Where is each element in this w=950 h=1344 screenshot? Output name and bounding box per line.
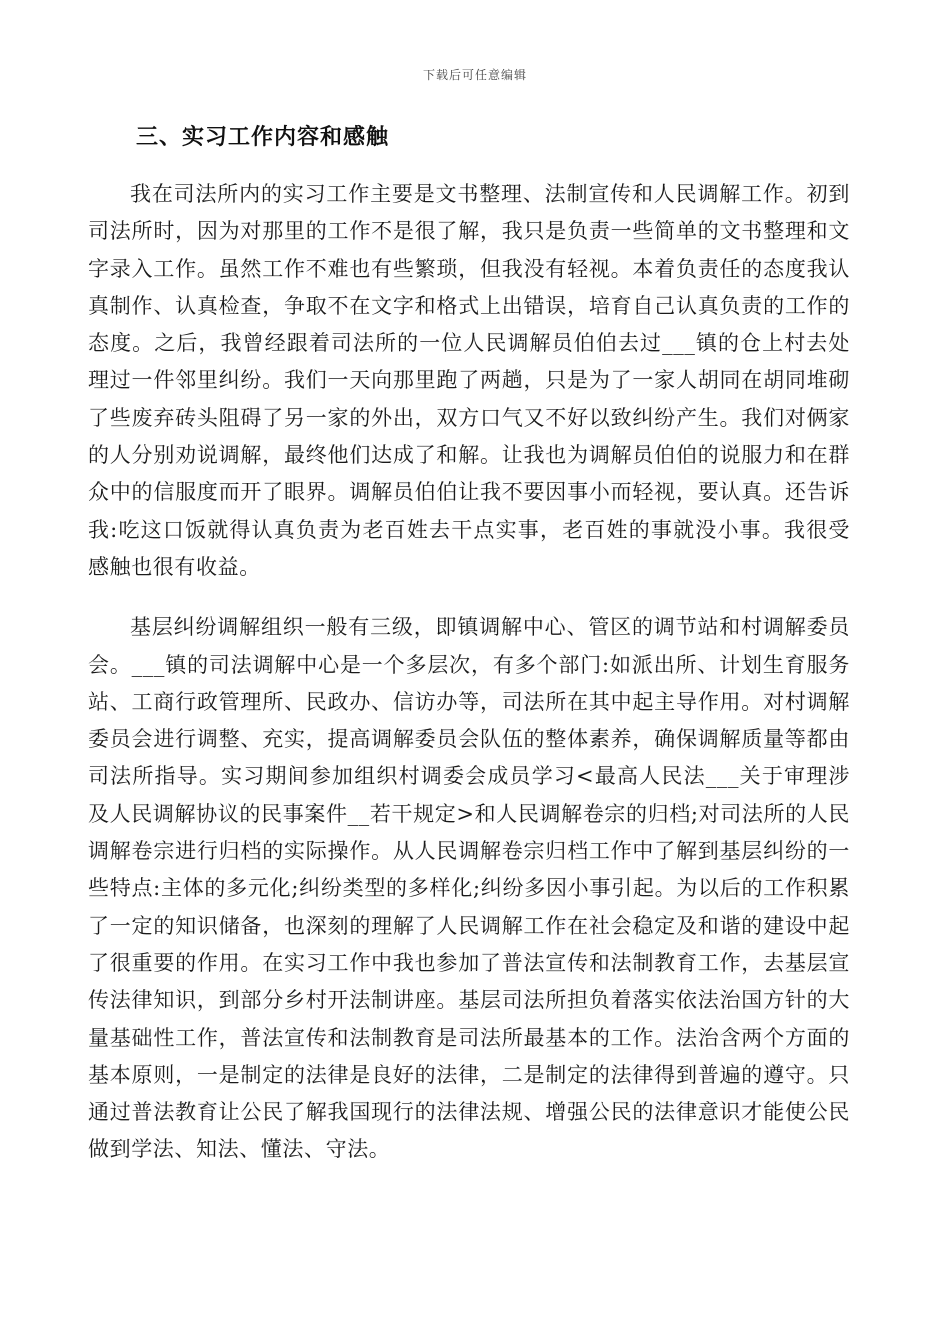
paragraph-mediation-organization: 基层纠纷调解组织一般有三级，即镇调解中心、管区的调节站和村调解委员会。___镇的司法调解中心是一个多层次，有多个部门:如派出所、计划生育服务站、工商行政管理所、民政办、信访办等，司法所在其中起主导作用。对村调解委员会进行调整、充实，提高调解委员会队伍的整体素养，确保调解质量等都由司法所指导。实习期间参加组织村调委会成员学习<最高人民法___关于审理涉及人民调解协议的民事案件__若干规定>和人民调解卷宗的归档;对司法所的人民调解卷宗进行归档的实际操作。从人民调解卷宗归档工作中了解到基层纠纷的一些特点:主体的多元化;纠纷类型的多样化;纠纷多因小事引起。为以后的工作积累了一定的知识储备，也深刻的理解了人民调解工作在社会稳定及和谐的建设中起了很重要的作用。在实习工作中我也参加了普法宣传和法制教育工作，去基层宣传法律知识，到部分乡村开法制讲座。基层司法所担负着落实依法治国方针的大量基础性工作，普法宣传和法制教育是司法所最基本的工作。法治含两个方面的基本原则，一是制定的法律是良好的法律，二是制定的法律得到普遍的遵守。只通过普法教育让公民了解我国现行的法律法规、增强公民的法律意识才能使公民做到学法、知法、懂法、守法。 (88, 615, 850, 1162)
section-title: 三、实习工作内容和感触 (136, 125, 390, 150)
paragraph-internship-work: 我在司法所内的实习工作主要是文书整理、法制宣传和人民调解工作。初到司法所时，因为对那里的工作不是很了解，我只是负责一些简单的文书整理和文字录入工作。虽然工作不难也有些繁琐，但我没有轻视。本着负责任的态度我认真制作、认真检查，争取不在文字和格式上出错误，培育自己认真负责的工作的态度。之后，我曾经跟着司法所的一位人民调解员伯伯去过___镇的仓上村去处理过一件邻里纠纷。我们一天向那里跑了两趟，只是为了一家人胡同在胡同堆砌了些废弃砖头阻碍了另一家的外出，双方口气又不好以致纠纷产生。我们对俩家的人分别劝说调解，最终他们达成了和解。让我也为调解员伯伯的说服力和在群众中的信服度而开了眼界。调解员伯伯让我不要因事小而轻视，要认真。还告诉我:吃这口饭就得认真负责为老百姓去干点实事，老百姓的事就没小事。我很受感触也很有收益。 (88, 182, 850, 579)
header-note: 下载后可任意编辑 (422, 68, 527, 82)
document-body (88, 118, 850, 1169)
